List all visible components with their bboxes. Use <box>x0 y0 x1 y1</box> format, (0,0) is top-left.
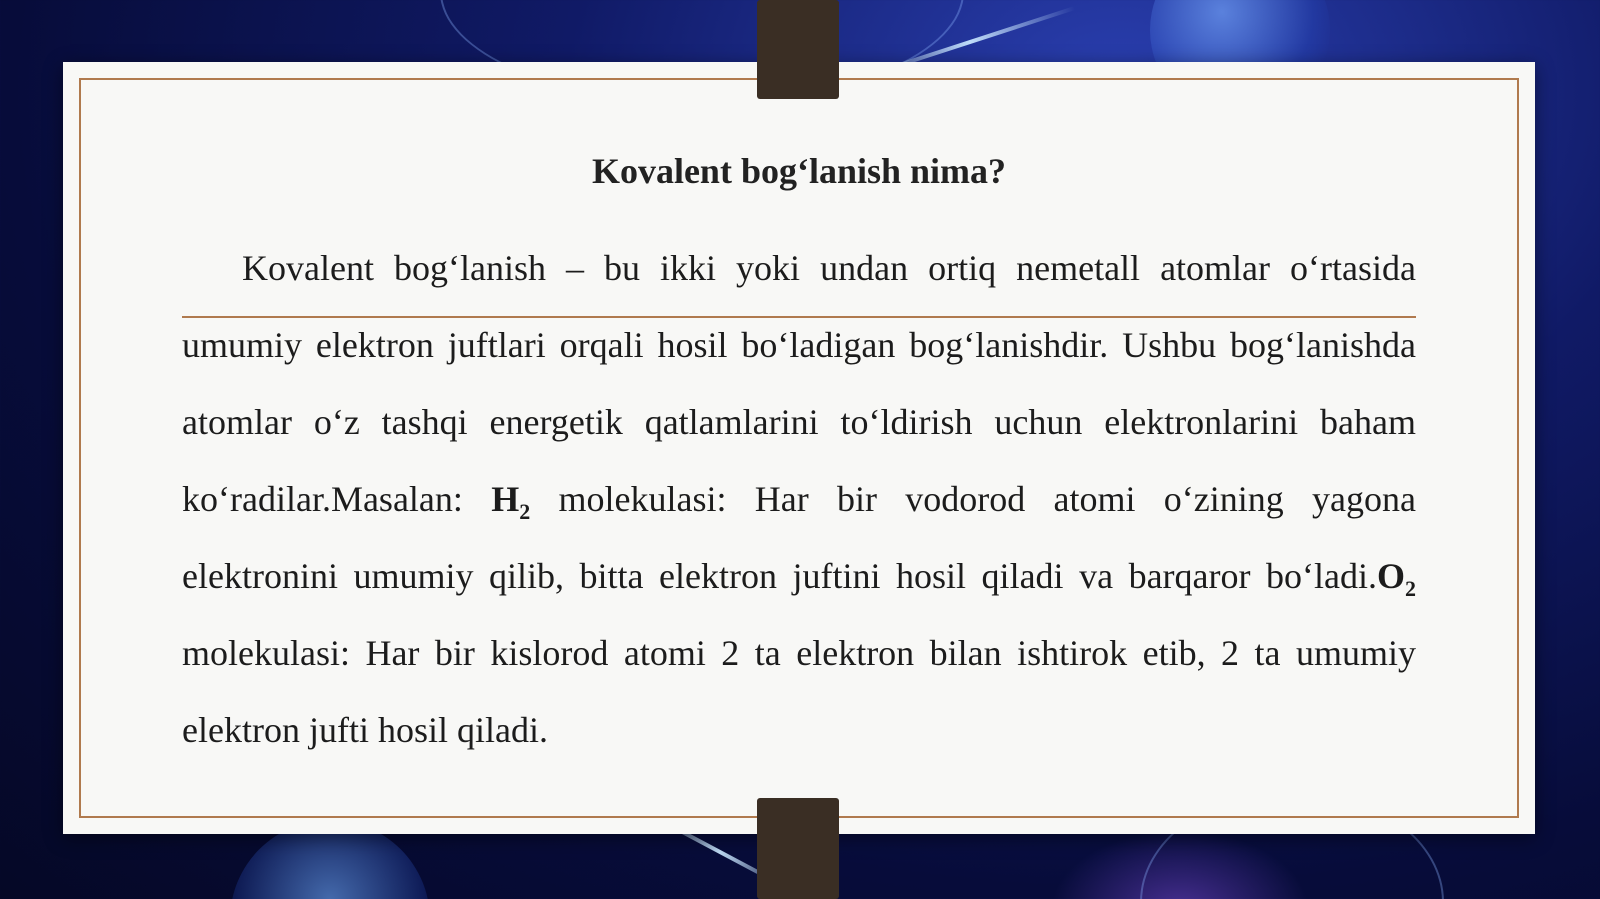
formula-subscript: 2 <box>1405 576 1416 602</box>
formula-h2 <box>491 479 531 525</box>
formula-o2 <box>1376 556 1416 602</box>
body-paragraph <box>182 230 1416 769</box>
paragraph-text: molekulasi: Har bir vodorod atomi o‘zining yagona elektronini umumiy qilib, bitta elektron juftini hosil qiladi va barqaror bo‘ladi. <box>182 479 1416 596</box>
bottom-binder-clip <box>757 798 839 899</box>
top-binder-clip <box>757 0 839 99</box>
paragraph-text: molekulasi: Har bir kislorod atomi 2 ta elektron bilan ishtirok etib, 2 ta umumiy elektron jufti hosil qiladi. <box>182 633 1416 750</box>
formula-subscript: 2 <box>519 499 531 525</box>
formula-symbol: H <box>491 479 520 519</box>
formula-symbol: O <box>1376 556 1405 596</box>
background-glow <box>1050 830 1310 899</box>
slide-title: Kovalent bog‘lanish nima? <box>591 151 1007 191</box>
paragraph-text: Kovalent bog‘lanish – bu ikki yoki undan ortiq nemetall atomlar o‘rtasida umumiy elektron juftlari orqali hosil bo‘ladigan bog‘lanishdir. Ushbu bog‘lanishda atomlar o‘z tashqi energetik qatlamlarini to‘ldirish uchun elektronlarini baham ko‘radilar.Masalan: <box>182 248 1416 519</box>
